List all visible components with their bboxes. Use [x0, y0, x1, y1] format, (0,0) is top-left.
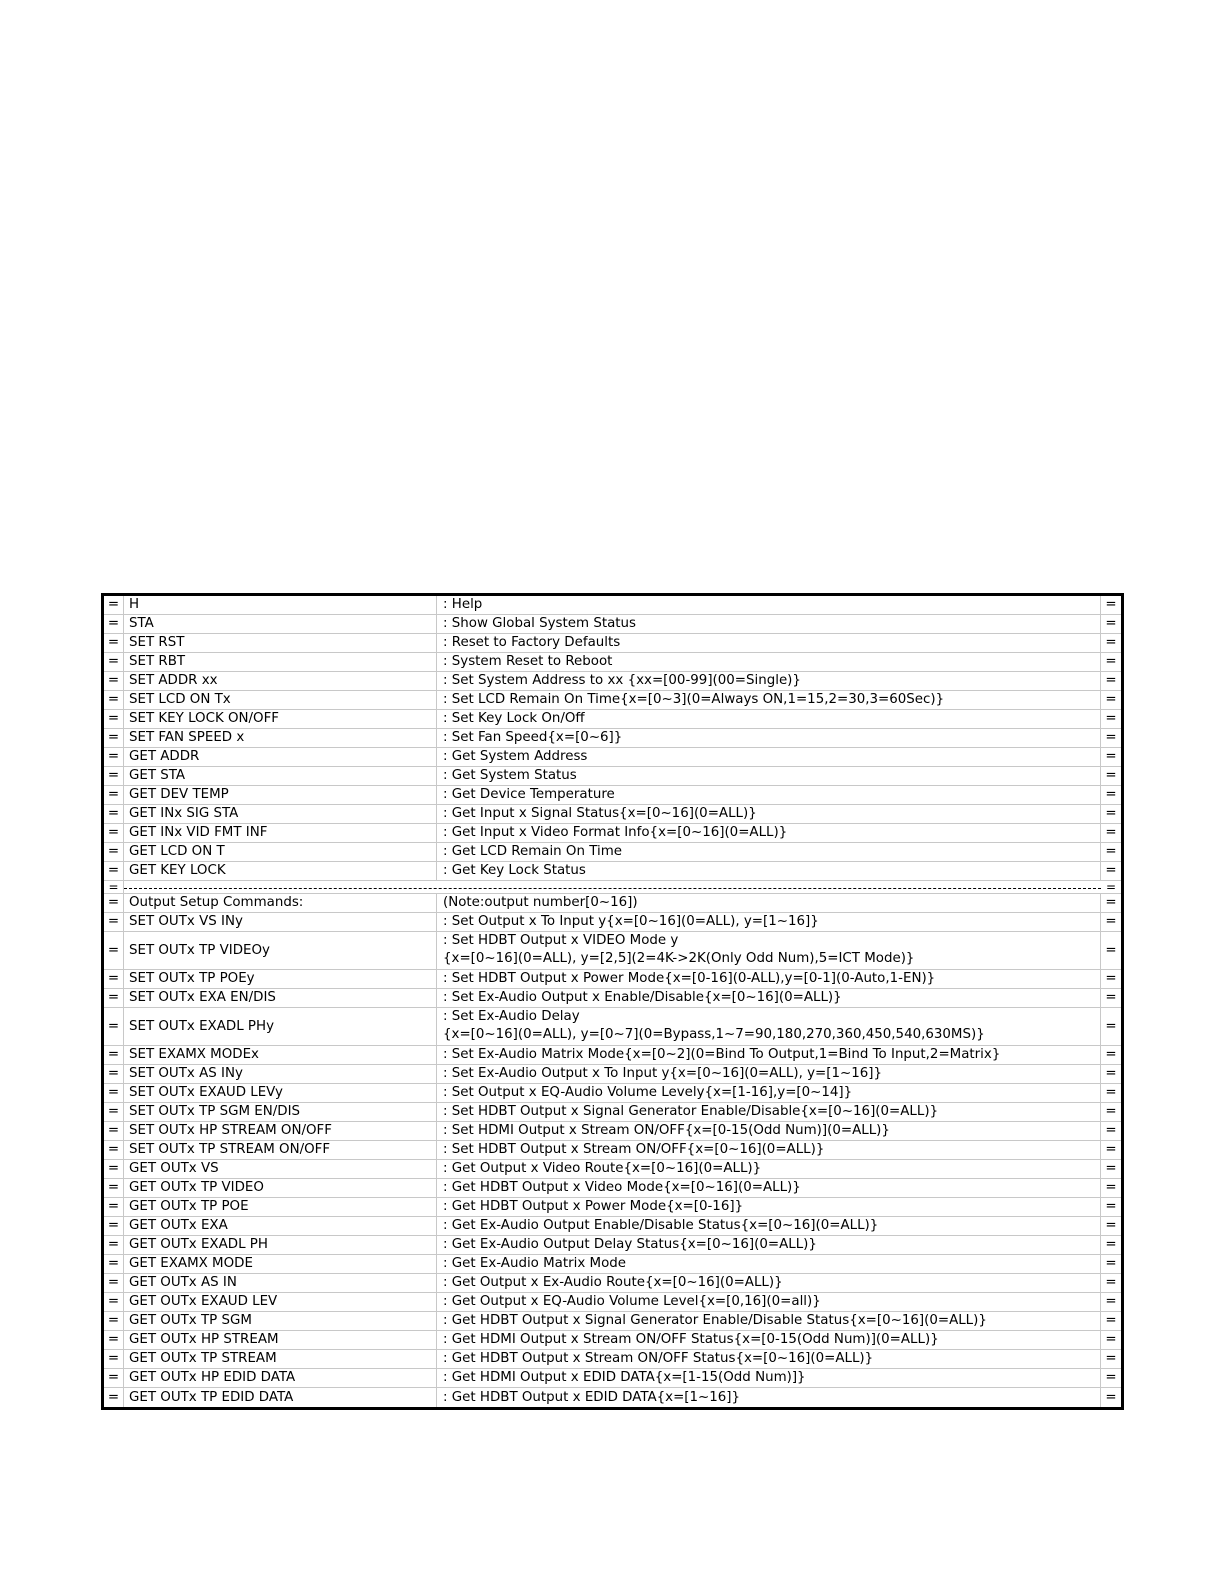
table-row	[104, 1217, 1121, 1236]
row-left-marker: =	[104, 1388, 124, 1407]
command-cell: GET OUTx TP POE	[124, 1198, 437, 1216]
description-cell: : Get HDBT Output x Power Mode{x=[0-16]}	[437, 1198, 1101, 1216]
row-right-marker: =	[1105, 971, 1117, 986]
row-left-marker: =	[104, 786, 124, 804]
table-row	[104, 1065, 1121, 1084]
row-left-marker: =	[104, 1369, 124, 1387]
row-right-marker: =	[1105, 895, 1117, 910]
description-cell: : Get Device Temperature	[437, 786, 1101, 804]
row-left-marker: =	[104, 970, 124, 988]
row-right-marker: =	[1105, 1351, 1117, 1366]
table-row	[104, 1008, 1121, 1046]
description-cell: : Set Ex-Audio Matrix Mode{x=[0~2](0=Bind To Output,1=Bind To Input,2=Matrix}	[437, 1046, 1101, 1064]
row-left-marker: =	[104, 894, 124, 912]
description-cell: : Get System Address	[437, 748, 1101, 766]
description-cell: : Set Ex-Audio Output x Enable/Disable{x=[0~16](0=ALL)}	[437, 989, 1101, 1007]
description-cell: : Get Output x EQ-Audio Volume Level{x=[0,16](0=all)}	[437, 1293, 1101, 1311]
row-left-marker: =	[104, 862, 124, 880]
table-row	[104, 1160, 1121, 1179]
table-row	[104, 672, 1121, 691]
row-right-marker: =	[1105, 749, 1117, 764]
description-cell: : Set HDBT Output x Signal Generator Enable/Disable{x=[0~16](0=ALL)}	[437, 1103, 1101, 1121]
row-right-marker: =	[1105, 1313, 1117, 1328]
table-row	[104, 1084, 1121, 1103]
table-row	[104, 1350, 1121, 1369]
table-row	[104, 932, 1121, 970]
description-cell: : Set HDMI Output x Stream ON/OFF{x=[0-15(Odd Num)](0=ALL)}	[437, 1122, 1101, 1140]
row-left-marker: =	[104, 824, 124, 842]
description-cell: : Set Fan Speed{x=[0~6]}	[437, 729, 1101, 747]
description-cell: : Get Input x Signal Status{x=[0~16](0=ALL)}	[437, 805, 1101, 823]
row-right-marker: =	[1105, 787, 1117, 802]
row-left-marker: =	[104, 596, 124, 614]
command-cell: SET ADDR xx	[124, 672, 437, 690]
description-cell: : Set Ex-Audio Delay {x=[0~16](0=ALL), y=[0~7](0=Bypass,1~7=90,180,270,360,450,540,630MS)}	[437, 1008, 1101, 1045]
table-row	[104, 970, 1121, 989]
row-left-marker: =	[104, 913, 124, 931]
command-cell: SET RST	[124, 634, 437, 652]
row-left-marker: =	[104, 691, 124, 709]
table-row	[104, 691, 1121, 710]
table-row	[104, 634, 1121, 653]
command-cell: H	[124, 596, 437, 614]
row-left-marker: =	[104, 767, 124, 785]
description-cell: : Set Output x To Input y{x=[0~16](0=ALL), y=[1~16]}	[437, 913, 1101, 931]
row-right-marker: =	[1105, 1142, 1117, 1157]
command-cell: SET OUTx TP STREAM ON/OFF	[124, 1141, 437, 1159]
row-right-marker: =	[1105, 1180, 1117, 1195]
command-cell: GET OUTx HP EDID DATA	[124, 1369, 437, 1387]
row-left-marker: =	[104, 653, 124, 671]
row-right-marker: =	[1105, 1370, 1117, 1385]
description-cell: : Help	[437, 596, 1101, 614]
row-left-marker: =	[104, 932, 124, 969]
description-cell: : Get Ex-Audio Matrix Mode	[437, 1255, 1101, 1273]
row-left-marker: =	[104, 1350, 124, 1368]
row-right-marker: =	[1105, 914, 1117, 929]
description-cell: : Get System Status	[437, 767, 1101, 785]
row-right-marker: =	[1105, 806, 1117, 821]
row-right-marker: =	[1105, 1047, 1117, 1062]
description-cell: : Get HDBT Output x EDID DATA{x=[1~16]}	[437, 1388, 1101, 1407]
table-row	[104, 862, 1121, 881]
description-cell: : Set Key Lock On/Off	[437, 710, 1101, 728]
row-left-marker: =	[104, 1236, 124, 1254]
table-row	[104, 1122, 1121, 1141]
row-right-marker: =	[1105, 597, 1117, 612]
row-left-marker: =	[104, 1274, 124, 1292]
row-right-marker: =	[1105, 1199, 1117, 1214]
row-right-marker: =	[1105, 768, 1117, 783]
table-row	[104, 615, 1121, 634]
command-cell: GET STA	[124, 767, 437, 785]
command-cell: GET LCD ON T	[124, 843, 437, 861]
table-row	[104, 1388, 1121, 1407]
command-cell: GET KEY LOCK	[124, 862, 437, 880]
command-cell: SET OUTx EXAUD LEVy	[124, 1084, 437, 1102]
row-right-marker: =	[1105, 692, 1117, 707]
description-cell: : Set HDBT Output x Power Mode{x=[0-16](0-ALL),y=[0-1](0-Auto,1-EN)}	[437, 970, 1101, 988]
table-row	[104, 894, 1121, 913]
command-cell: GET INx SIG STA	[124, 805, 437, 823]
row-right-marker: =	[1105, 673, 1117, 688]
row-right-marker: =	[1105, 1218, 1117, 1233]
separator-row	[104, 881, 1121, 894]
command-cell: SET OUTx AS INy	[124, 1065, 437, 1083]
command-cell: GET EXAMX MODE	[124, 1255, 437, 1273]
description-cell: (Note:output number[0~16])	[437, 894, 1101, 912]
row-left-marker: =	[104, 1065, 124, 1083]
command-table	[101, 593, 1124, 1410]
command-cell: SET EXAMX MODEx	[124, 1046, 437, 1064]
row-left-marker: =	[104, 1331, 124, 1349]
table-row	[104, 843, 1121, 862]
command-cell: SET OUTx EXA EN/DIS	[124, 989, 437, 1007]
row-right-marker: =	[1105, 654, 1117, 669]
row-left-marker: =	[104, 989, 124, 1007]
command-cell: SET FAN SPEED x	[124, 729, 437, 747]
command-cell: SET LCD ON Tx	[124, 691, 437, 709]
table-row	[104, 1103, 1121, 1122]
description-cell: : Get Ex-Audio Output Enable/Disable Status{x=[0~16](0=ALL)}	[437, 1217, 1101, 1235]
description-cell: : Get HDMI Output x Stream ON/OFF Status{x=[0-15(Odd Num)](0=ALL)}	[437, 1331, 1101, 1349]
row-left-marker: =	[104, 1293, 124, 1311]
table-row	[104, 1198, 1121, 1217]
command-cell: GET ADDR	[124, 748, 437, 766]
description-cell: : Get HDBT Output x Stream ON/OFF Status{x=[0~16](0=ALL)}	[437, 1350, 1101, 1368]
table-row	[104, 1293, 1121, 1312]
description-cell: : Get HDBT Output x Video Mode{x=[0~16](0=ALL)}	[437, 1179, 1101, 1197]
row-left-marker: =	[104, 1084, 124, 1102]
description-cell: : Get HDBT Output x Signal Generator Enable/Disable Status{x=[0~16](0=ALL)}	[437, 1312, 1101, 1330]
row-right-marker: =	[1105, 942, 1117, 958]
row-left-marker: =	[104, 1046, 124, 1064]
row-right-marker: =	[1105, 844, 1117, 859]
description-cell: : Set LCD Remain On Time{x=[0~3](0=Always ON,1=15,2=30,3=60Sec)}	[437, 691, 1101, 709]
description-cell: : Get Output x Video Route{x=[0~16](0=ALL)}	[437, 1160, 1101, 1178]
table-row	[104, 710, 1121, 729]
command-cell: SET RBT	[124, 653, 437, 671]
table-row	[104, 805, 1121, 824]
row-left-marker: =	[104, 1179, 124, 1197]
table-row	[104, 1236, 1121, 1255]
command-cell: GET DEV TEMP	[124, 786, 437, 804]
description-cell: : Set Output x EQ-Audio Volume Levely{x=[1-16],y=[0~14]}	[437, 1084, 1101, 1102]
command-cell: SET OUTx VS INy	[124, 913, 437, 931]
row-left-marker: =	[104, 1103, 124, 1121]
row-right-marker: =	[1105, 1332, 1117, 1347]
row-right-marker: =	[1105, 990, 1117, 1005]
row-right-marker: =	[1105, 1294, 1117, 1309]
command-cell: SET OUTx EXADL PHy	[124, 1008, 437, 1045]
description-cell: : System Reset to Reboot	[437, 653, 1101, 671]
description-cell: : Get Output x Ex-Audio Route{x=[0~16](0=ALL)}	[437, 1274, 1101, 1292]
row-left-marker: =	[104, 1217, 124, 1235]
description-cell: : Get Input x Video Format Info{x=[0~16](0=ALL)}	[437, 824, 1101, 842]
command-cell: Output Setup Commands:	[124, 894, 437, 912]
row-right-marker: =	[1105, 1275, 1117, 1290]
table-row	[104, 1274, 1121, 1293]
command-cell: GET OUTx VS	[124, 1160, 437, 1178]
table-row	[104, 1369, 1121, 1388]
table-row	[104, 1141, 1121, 1160]
row-right-marker: =	[1105, 1237, 1117, 1252]
row-right-marker: =	[1105, 881, 1117, 893]
command-cell: STA	[124, 615, 437, 633]
row-right-marker: =	[1105, 1123, 1117, 1138]
row-right-marker: =	[1105, 1104, 1117, 1119]
row-left-marker: =	[104, 615, 124, 633]
row-right-marker: =	[1105, 711, 1117, 726]
command-cell: SET OUTx HP STREAM ON/OFF	[124, 1122, 437, 1140]
command-cell: SET OUTx TP SGM EN/DIS	[124, 1103, 437, 1121]
row-right-marker: =	[1105, 1161, 1117, 1176]
description-cell: : Show Global System Status	[437, 615, 1101, 633]
table-row	[104, 596, 1121, 615]
description-cell: : Set Ex-Audio Output x To Input y{x=[0~16](0=ALL), y=[1~16]}	[437, 1065, 1101, 1083]
command-cell: SET OUTx TP POEy	[124, 970, 437, 988]
row-right-marker: =	[1105, 730, 1117, 745]
row-right-marker: =	[1105, 1085, 1117, 1100]
row-left-marker: =	[104, 1160, 124, 1178]
description-cell: : Get Ex-Audio Output Delay Status{x=[0~16](0=ALL)}	[437, 1236, 1101, 1254]
table-row	[104, 748, 1121, 767]
command-cell: GET INx VID FMT INF	[124, 824, 437, 842]
table-row	[104, 824, 1121, 843]
command-cell: GET OUTx AS IN	[124, 1274, 437, 1292]
command-cell: GET OUTx EXAUD LEV	[124, 1293, 437, 1311]
row-left-marker: =	[104, 1141, 124, 1159]
table-row	[104, 1255, 1121, 1274]
row-left-marker: =	[104, 1008, 124, 1045]
row-left-marker: =	[104, 1255, 124, 1273]
command-cell: GET OUTx EXADL PH	[124, 1236, 437, 1254]
table-row	[104, 729, 1121, 748]
row-right-marker: =	[1105, 1066, 1117, 1081]
table-row	[104, 1179, 1121, 1198]
row-left-marker: =	[104, 672, 124, 690]
row-left-marker: =	[104, 634, 124, 652]
table-row	[104, 786, 1121, 805]
description-cell: : Set System Address to xx {xx=[00-99](00=Single)}	[437, 672, 1101, 690]
row-right-marker: =	[1105, 863, 1117, 878]
table-row	[104, 913, 1121, 932]
command-cell: GET OUTx TP EDID DATA	[124, 1388, 437, 1407]
row-right-marker: =	[1105, 825, 1117, 840]
command-cell: GET OUTx EXA	[124, 1217, 437, 1235]
table-row	[104, 1046, 1121, 1065]
command-cell: SET OUTx TP VIDEOy	[124, 932, 437, 969]
command-cell: SET KEY LOCK ON/OFF	[124, 710, 437, 728]
dashed-divider	[124, 880, 1101, 889]
row-left-marker: =	[104, 1122, 124, 1140]
command-cell: GET OUTx HP STREAM	[124, 1331, 437, 1349]
row-right-marker: =	[1105, 616, 1117, 631]
row-left-marker: =	[104, 881, 124, 893]
description-cell: : Reset to Factory Defaults	[437, 634, 1101, 652]
command-cell: GET OUTx TP SGM	[124, 1312, 437, 1330]
table-row	[104, 1331, 1121, 1350]
description-cell: : Get Key Lock Status	[437, 862, 1101, 880]
row-left-marker: =	[104, 729, 124, 747]
description-cell: : Get HDMI Output x EDID DATA{x=[1-15(Odd Num)]}	[437, 1369, 1101, 1387]
row-right-marker: =	[1105, 635, 1117, 650]
command-cell: GET OUTx TP VIDEO	[124, 1179, 437, 1197]
row-left-marker: =	[104, 748, 124, 766]
row-right-marker: =	[1105, 1389, 1117, 1405]
table-row	[104, 653, 1121, 672]
row-left-marker: =	[104, 1312, 124, 1330]
row-right-marker: =	[1105, 1018, 1117, 1034]
row-left-marker: =	[104, 710, 124, 728]
description-cell: : Set HDBT Output x VIDEO Mode y {x=[0~16](0=ALL), y=[2,5](2=4K->2K(Only Odd Num),5=ICT Mode)}	[437, 932, 1101, 969]
table-row	[104, 767, 1121, 786]
description-cell: : Set HDBT Output x Stream ON/OFF{x=[0~16](0=ALL)}	[437, 1141, 1101, 1159]
command-cell: GET OUTx TP STREAM	[124, 1350, 437, 1368]
row-left-marker: =	[104, 843, 124, 861]
table-row	[104, 1312, 1121, 1331]
table-row	[104, 989, 1121, 1008]
row-left-marker: =	[104, 1198, 124, 1216]
description-cell: : Get LCD Remain On Time	[437, 843, 1101, 861]
row-left-marker: =	[104, 805, 124, 823]
row-right-marker: =	[1105, 1256, 1117, 1271]
